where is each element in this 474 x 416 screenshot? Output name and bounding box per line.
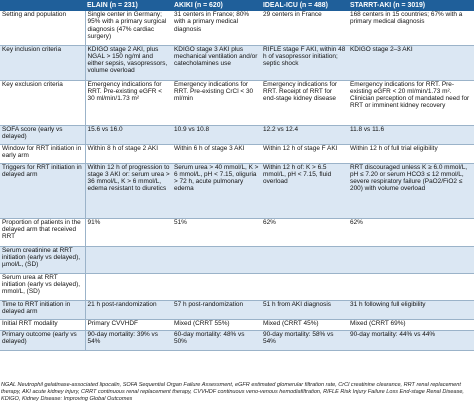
cell: 31 h following full eligibility [348, 300, 474, 319]
row-label: SOFA score (early vs delayed) [0, 125, 85, 144]
header-akiki: AKIKI (n = 620) [172, 0, 261, 11]
cell: 62% [261, 218, 348, 246]
cell: Emergency indications for RRT. Receipt of RRT for end-stage kidney disease [261, 80, 348, 125]
row-label: Key exclusion criteria [0, 80, 85, 125]
cell [261, 246, 348, 273]
table-row [0, 330, 474, 350]
cell: Single center in Germany; 95% with a primary surgical diagnosis (47% cardiac surgery) [85, 11, 172, 45]
header-ideal-icu: IDEAL-ICU (n = 488) [261, 0, 348, 11]
cell: KDIGO stage 3 AKI plus mechanical ventilation and/or catecholamines use [172, 45, 261, 80]
cell [172, 246, 261, 273]
cell: Within 8 h of stage 2 AKI [85, 144, 172, 163]
row-label: Triggers for RRT initiation in delayed arm [0, 163, 85, 218]
cell: Emergency indications for RRT. Pre-existing eGFR < 20 ml/min/1.73 m². Clinician perception of mandated need for RRT or imminent kidney recovery [348, 80, 474, 125]
cell [85, 246, 172, 273]
cell: 11.8 vs 11.6 [348, 125, 474, 144]
cell: 10.9 vs 10.8 [172, 125, 261, 144]
cell [348, 273, 474, 300]
cell: Within 12 h of: K > 6.5 mmol/L, pH < 7.15, fluid overload [261, 163, 348, 218]
cell: 62% [348, 218, 474, 246]
cell: 51 h from AKI diagnosis [261, 300, 348, 319]
cell: 90-day mortality: 58% vs 54% [261, 330, 348, 350]
table-footnote: NGAL Neutrophil gelatinase-associated lipocalin, SOFA Sequential Organ Failure Assessment, eGFR estimated glomerular filtration rate, CrCl creatinine clearance, RRT renal replacement therapy, AKI acute kidney injury, CRRT continuous renal replacement therapy, CVVHDF continuous veno-venous hemodiafiltration, RIFLE Risk Injury Failure Loss End-stage Renal Disease, KDIGO, Kidney Disease: Improving Global Outcomes [1, 382, 464, 402]
row-label: Primary outcome (early vs delayed) [0, 330, 85, 350]
table-row [0, 11, 474, 45]
cell [85, 273, 172, 300]
cell: 90-day mortality: 44% vs 44% [348, 330, 474, 350]
cell: Emergency indications for RRT. Pre-existing CrCl < 30 ml/min [172, 80, 261, 125]
cell: 57 h post-randomization [172, 300, 261, 319]
header-starrt-aki: STARRT-AKI (n = 3019) [348, 0, 474, 11]
table-row [0, 300, 474, 319]
cell: 91% [85, 218, 172, 246]
row-label: Serum creatinine at RRT initiation (early vs delayed), µmol/L, (SD) [0, 246, 85, 273]
cell [261, 273, 348, 300]
cell: Within 12 h of progression to stage 3 AKI or: serum urea > 36 mmol/L, K > 6 mmol/L, edema resistant to diuretics [85, 163, 172, 218]
table-row [0, 125, 474, 144]
cell [348, 246, 474, 273]
cell: Mixed (CRRT 45%) [261, 319, 348, 330]
cell [172, 273, 261, 300]
header-row [0, 0, 474, 11]
row-label: Initial RRT modality [0, 319, 85, 330]
cell: RRT discouraged unless K ≥ 6.0 mmol/L, pH ≤ 7.20 or serum HCO3 ≤ 12 mmol/L, severe respiratory failure (PaO2/FiO2 ≤ 200) with volume overload [348, 163, 474, 218]
table-row [0, 80, 474, 125]
row-label: Key inclusion criteria [0, 45, 85, 80]
row-label: Setting and population [0, 11, 85, 45]
cell: 60-day mortality: 48% vs 50% [172, 330, 261, 350]
row-label: Time to RRT initiation in delayed arm [0, 300, 85, 319]
cell: 21 h post-randomization [85, 300, 172, 319]
header-blank [0, 0, 85, 11]
cell: KDIGO stage 2 AKI, plus NGAL > 150 ng/ml and either sepsis, vasopressors, volume overload [85, 45, 172, 80]
table-row [0, 163, 474, 218]
header-elain: ELAIN (n = 231) [85, 0, 172, 11]
table-row [0, 319, 474, 330]
table-row [0, 218, 474, 246]
row-label: Window for RRT initiation in early arm [0, 144, 85, 163]
cell: KDIGO stage 2–3 AKI [348, 45, 474, 80]
cell: Primary CVVHDF [85, 319, 172, 330]
cell: Mixed (CRRT 69%) [348, 319, 474, 330]
cell: Serum urea > 40 mmol/L, K > 6 mmol/L, pH < 7.15, oliguria > 72 h, acute pulmonary edema [172, 163, 261, 218]
cell: Emergency indications for RRT. Pre-existing eGFR < 30 ml/min/1.73 m² [85, 80, 172, 125]
cell: Within 12 h of full trial eligibility [348, 144, 474, 163]
cell: 51% [172, 218, 261, 246]
cell: 31 centers in France; 80% with a primary medical diagnosis [172, 11, 261, 45]
cell: 12.2 vs 12.4 [261, 125, 348, 144]
table-row [0, 144, 474, 163]
cell: Mixed (CRRT 55%) [172, 319, 261, 330]
row-label: Serum urea at RRT initiation (early vs delayed), mmol/L, (SD) [0, 273, 85, 300]
table-row [0, 45, 474, 80]
cell: Within 6 h of stage 3 AKI [172, 144, 261, 163]
cell: 168 centers in 15 countries; 67% with a primary medical diagnosis [348, 11, 474, 45]
cell: RIFLE stage F AKI, within 48 h of vasopressor initiation; septic shock [261, 45, 348, 80]
cell: Within 12 h of stage F AKI [261, 144, 348, 163]
table-row [0, 246, 474, 273]
cell: 29 centers in France [261, 11, 348, 45]
table-row [0, 273, 474, 300]
cell: 90-day mortality: 39% vs 54% [85, 330, 172, 350]
cell: 15.6 vs 16.0 [85, 125, 172, 144]
row-label: Proportion of patients in the delayed arm that received RRT [0, 218, 85, 246]
